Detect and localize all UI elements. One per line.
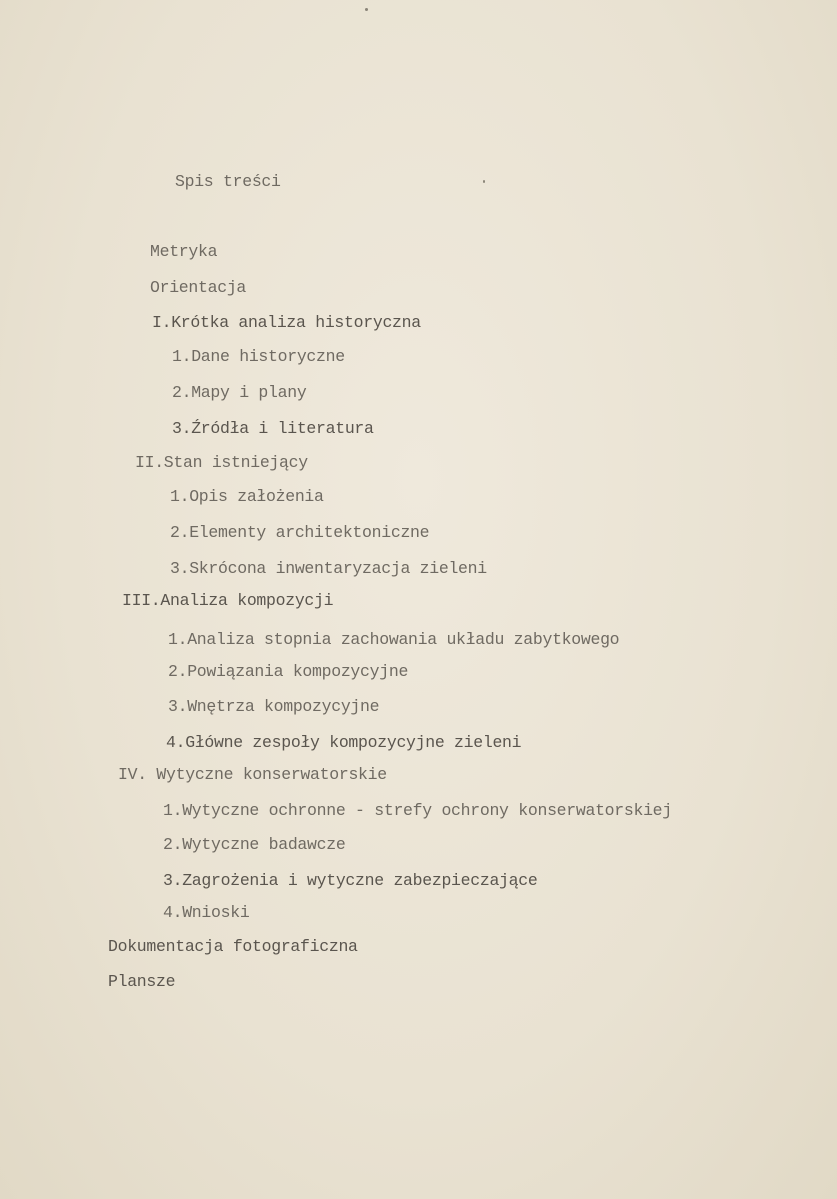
toc-entry: Orientacja: [150, 278, 247, 297]
toc-section: III.Analiza kompozycji: [122, 591, 334, 610]
toc-entry: 2.Powiązania kompozycyjne: [168, 662, 409, 681]
toc-entry: 2.Mapy i plany: [172, 383, 307, 402]
toc-entry: 2.Elementy architektoniczne: [170, 523, 430, 542]
paper-speck: [483, 180, 485, 183]
toc-entry: 4.Główne zespoły kompozycyjne zieleni: [166, 733, 522, 752]
toc-title: Spis treści: [175, 172, 281, 191]
toc-entry: 1.Dane historyczne: [172, 347, 345, 366]
toc-entry: Metryka: [150, 242, 218, 261]
toc-section: I.Krótka analiza historyczna: [152, 313, 421, 332]
toc-entry: 3.Skrócona inwentaryzacja zieleni: [170, 559, 487, 578]
paper-speck: [365, 8, 368, 11]
toc-entry: 1.Wytyczne ochronne - strefy ochrony konserwatorskiej: [163, 801, 672, 820]
toc-section: IV. Wytyczne konserwatorskie: [118, 765, 387, 784]
toc-section: II.Stan istniejący: [135, 453, 308, 472]
toc-entry: 4.Wnioski: [163, 903, 250, 922]
toc-entry: 1.Analiza stopnia zachowania układu zabytkowego: [168, 630, 620, 649]
toc-entry: 2.Wytyczne badawcze: [163, 835, 346, 854]
toc-entry: Dokumentacja fotograficzna: [108, 937, 358, 956]
toc-entry: Plansze: [108, 972, 176, 991]
toc-entry: 1.Opis założenia: [170, 487, 324, 506]
toc-entry: 3.Wnętrza kompozycyjne: [168, 697, 380, 716]
toc-entry: 3.Źródła i literatura: [172, 419, 374, 438]
toc-entry: 3.Zagrożenia i wytyczne zabezpieczające: [163, 871, 538, 890]
